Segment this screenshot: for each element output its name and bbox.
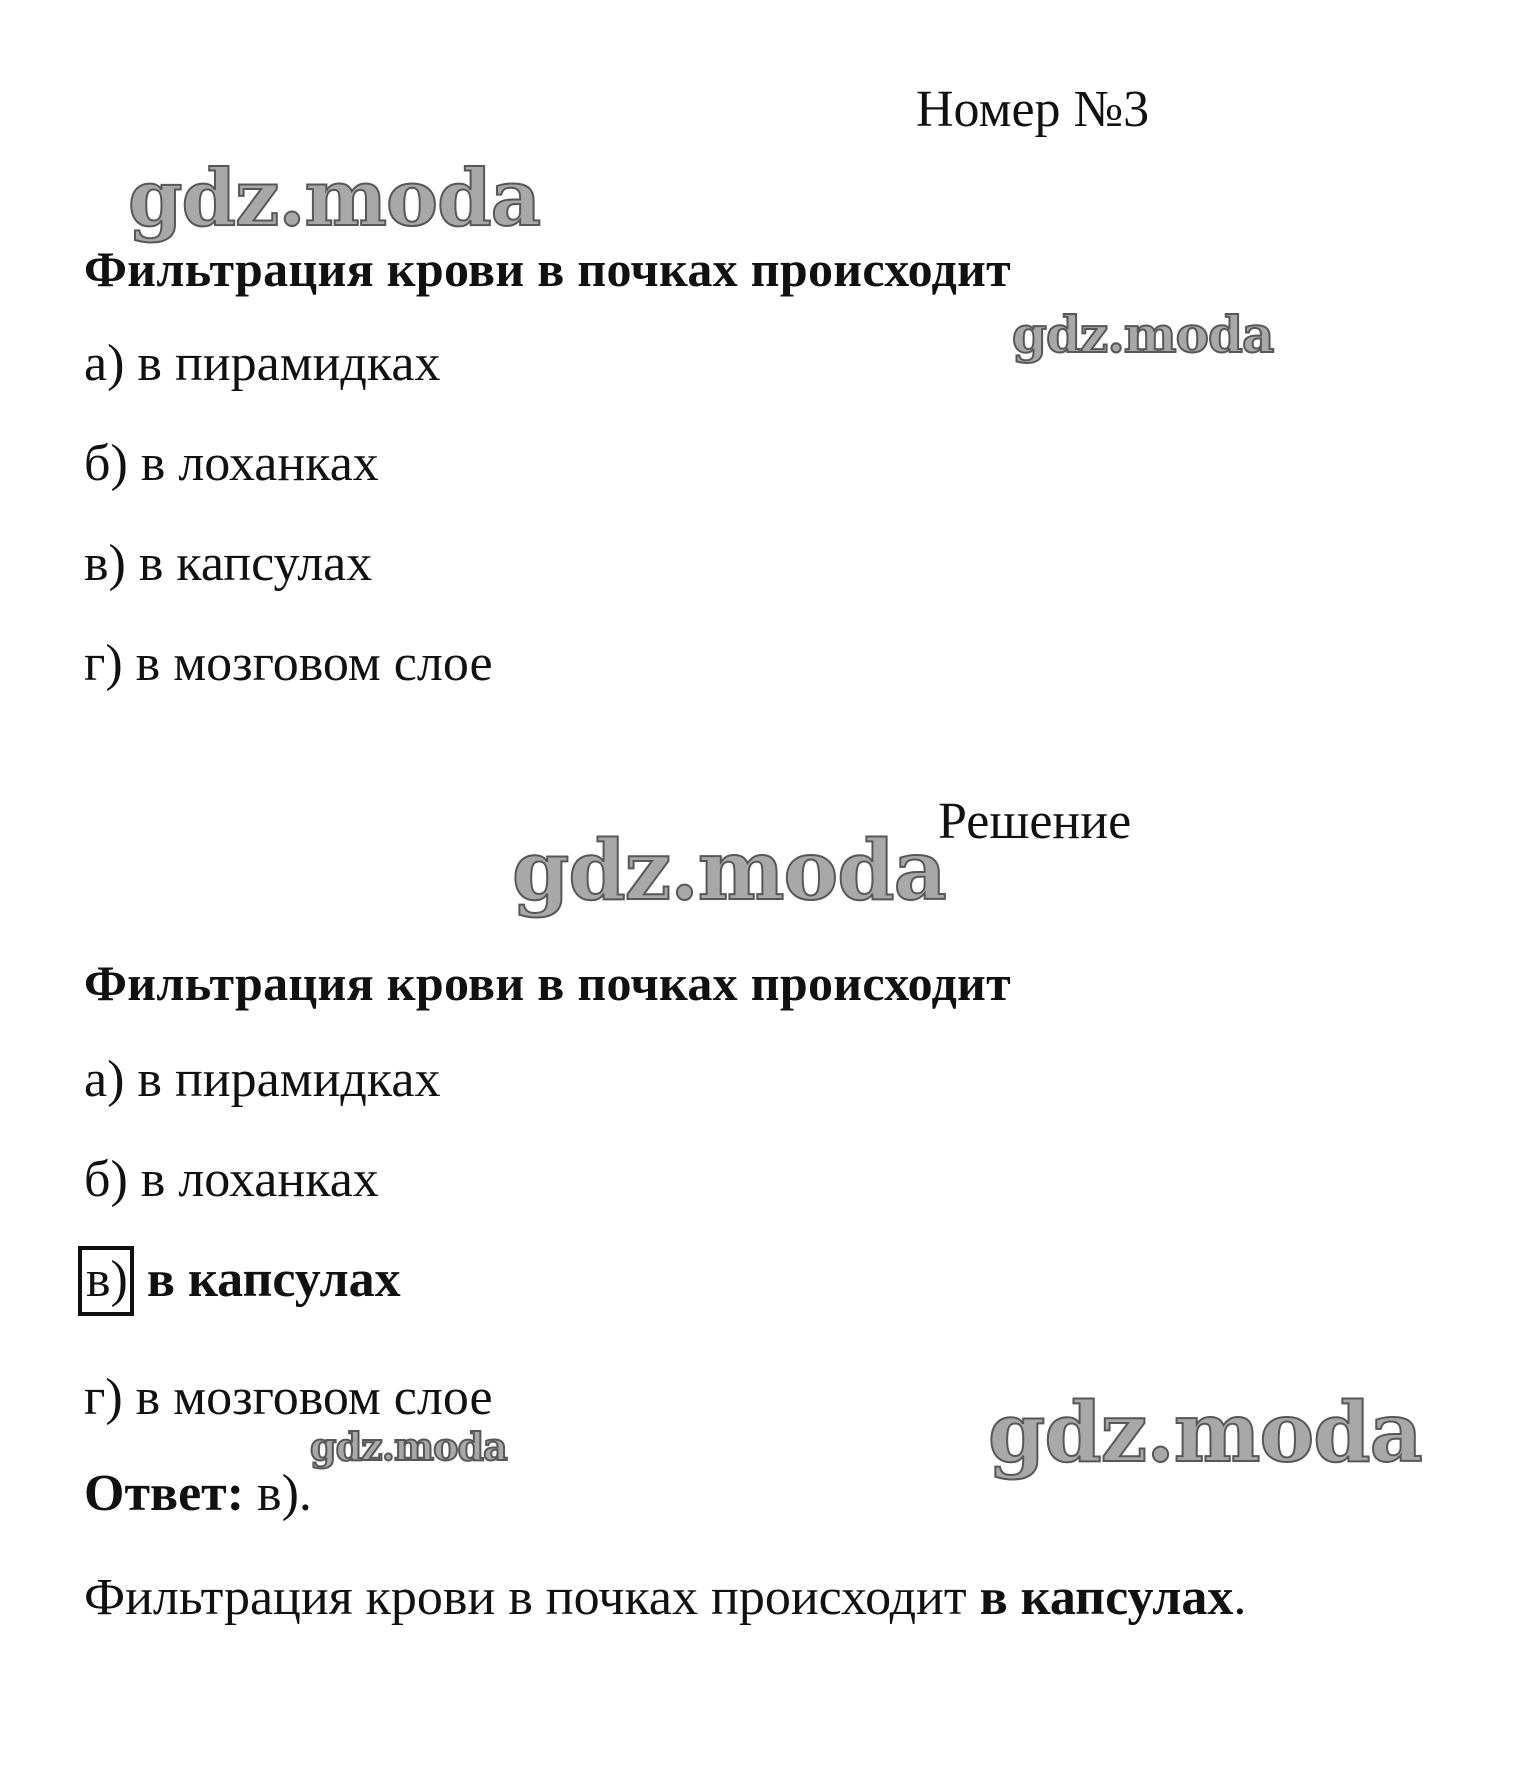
- task-option-a: [84, 335, 441, 392]
- watermark-logo: gdz.moda: [512, 823, 946, 919]
- answer-label: Ответ:: [84, 1465, 245, 1522]
- option-text: в капсулах: [146, 1251, 401, 1308]
- task-number-title: Номер №3: [916, 81, 1150, 138]
- task-option-d: [84, 635, 493, 692]
- answer-explanation: [84, 1569, 1247, 1626]
- answer-value: в).: [257, 1465, 312, 1522]
- option-text: в мозговом слое: [135, 1369, 493, 1426]
- option-text: в пирамидках: [137, 1051, 441, 1108]
- explanation-prefix: Фильтрация крови в почках происходит: [84, 1569, 967, 1626]
- option-text: в мозговом слое: [135, 635, 493, 692]
- solution-option-d: [84, 1369, 493, 1426]
- solution-question: Фильтрация крови в почках происходит: [84, 955, 1012, 1011]
- solution-title: Решение: [938, 793, 1132, 850]
- explanation-suffix: .: [1233, 1569, 1247, 1626]
- option-text: в лоханках: [140, 435, 379, 492]
- solution-option-c-selected: [84, 1246, 401, 1316]
- option-text: в лоханках: [140, 1151, 379, 1208]
- answer-line: [84, 1465, 312, 1522]
- option-letter: б): [84, 435, 128, 492]
- option-letter: б): [84, 1151, 128, 1208]
- task-option-c: [84, 535, 373, 592]
- option-text: в пирамидках: [137, 335, 441, 392]
- option-letter: г): [84, 635, 123, 692]
- task-option-b: [84, 435, 379, 492]
- watermark-logo: gdz.moda: [128, 153, 541, 244]
- task-question: Фильтрация крови в почках происходит: [84, 241, 1012, 297]
- option-letter: а): [84, 1051, 125, 1108]
- option-letter: г): [84, 1369, 123, 1426]
- option-letter: а): [84, 335, 125, 392]
- selected-option-box: в): [78, 1246, 134, 1316]
- option-letter: в): [84, 535, 126, 592]
- explanation-bold: в капсулах: [979, 1569, 1234, 1626]
- option-text: в капсулах: [138, 535, 373, 592]
- solution-option-a: [84, 1051, 441, 1108]
- watermark-logo: gdz.moda: [1012, 305, 1274, 364]
- watermark-logo: gdz.moda: [988, 1385, 1422, 1481]
- watermark-logo: gdz.moda: [310, 1424, 507, 1469]
- solution-option-b: [84, 1151, 379, 1208]
